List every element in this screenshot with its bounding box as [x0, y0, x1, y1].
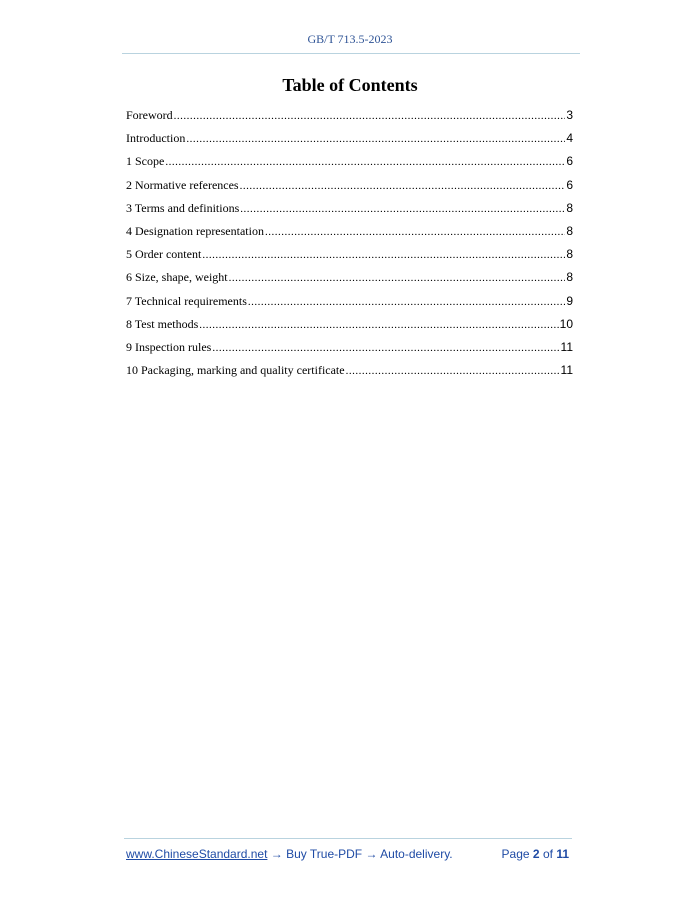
- table-of-contents: [126, 108, 573, 386]
- toc-entry-packaging-marking[interactable]: [126, 363, 573, 386]
- current-page-number: 2: [532, 847, 540, 861]
- toc-entry-page: 9: [566, 293, 573, 308]
- toc-title: Table of Contents: [282, 75, 418, 95]
- toc-entry-order-content[interactable]: [126, 247, 573, 270]
- toc-entry-page: 3: [566, 108, 573, 122]
- toc-entry-label: 5 Order content: [126, 247, 202, 262]
- page-footer: [126, 847, 572, 863]
- toc-entry-page: 4: [566, 131, 573, 146]
- toc-leader-dots: [212, 342, 559, 354]
- toc-entry-terms-and-definitions[interactable]: [126, 201, 573, 224]
- toc-entry-label: 10 Packaging, marking and quality certificate: [126, 363, 345, 378]
- toc-entry-page: 6: [566, 154, 573, 169]
- toc-entry-page: 8: [566, 223, 573, 238]
- toc-leader-dots: [240, 203, 565, 215]
- toc-entry-page: 8: [566, 270, 573, 285]
- footer-promo: [126, 847, 453, 861]
- toc-entry-designation-representation[interactable]: [126, 224, 573, 247]
- toc-entry-label: 3 Terms and definitions: [126, 200, 240, 215]
- toc-entry-inspection-rules[interactable]: [126, 340, 573, 363]
- toc-leader-dots: [202, 249, 565, 261]
- toc-leader-dots: [165, 156, 565, 168]
- toc-entry-test-methods[interactable]: [126, 317, 573, 340]
- toc-entry-page: 6: [566, 177, 573, 192]
- toc-entry-label: 8 Test methods: [126, 316, 199, 331]
- toc-leader-dots: [186, 133, 565, 145]
- toc-entry-page: 11: [560, 363, 573, 378]
- header-divider: [122, 53, 580, 54]
- toc-entry-label: 4 Designation representation: [126, 223, 264, 238]
- toc-entry-page: 8: [566, 247, 573, 262]
- toc-leader-dots: [174, 110, 566, 122]
- total-pages-number: 11: [556, 847, 569, 861]
- auto-delivery-text: Auto-delivery.: [380, 847, 453, 861]
- toc-entry-label: 9 Inspection rules: [126, 339, 212, 354]
- toc-leader-dots: [229, 272, 566, 284]
- page-indicator: [502, 847, 569, 861]
- toc-entry-normative-references[interactable]: [126, 178, 573, 201]
- toc-entry-foreword[interactable]: [126, 108, 573, 131]
- toc-entry-technical-requirements[interactable]: [126, 294, 573, 317]
- standard-code-header: GB/T 713.5-2023: [307, 32, 393, 46]
- toc-leader-dots: [346, 365, 560, 377]
- toc-entry-label: 6 Size, shape, weight: [126, 270, 228, 285]
- toc-entry-introduction[interactable]: [126, 131, 573, 154]
- toc-entry-label: 1 Scope: [126, 154, 165, 169]
- arrow-icon: →: [270, 847, 283, 861]
- page-label: Page: [501, 847, 530, 861]
- toc-entry-scope[interactable]: [126, 154, 573, 177]
- toc-entry-label: Introduction: [126, 131, 186, 146]
- toc-leader-dots: [240, 180, 566, 192]
- toc-entry-size-shape-weight[interactable]: [126, 270, 573, 293]
- toc-entry-label: Foreword: [126, 108, 173, 122]
- arrow-icon: →: [365, 847, 378, 861]
- toc-entry-label: 7 Technical requirements: [126, 293, 247, 308]
- toc-entry-page: 11: [560, 339, 573, 354]
- toc-leader-dots: [248, 296, 565, 308]
- footer-divider: [124, 838, 572, 839]
- toc-leader-dots: [265, 226, 565, 238]
- toc-entry-label: 2 Normative references: [126, 177, 239, 192]
- website-link[interactable]: www.ChineseStandard.net: [126, 847, 268, 861]
- of-label: of: [542, 847, 553, 861]
- toc-entry-page: 10: [559, 316, 573, 331]
- toc-entry-page: 8: [566, 200, 573, 215]
- toc-leader-dots: [199, 319, 558, 331]
- buy-pdf-text: Buy True-PDF: [286, 847, 363, 861]
